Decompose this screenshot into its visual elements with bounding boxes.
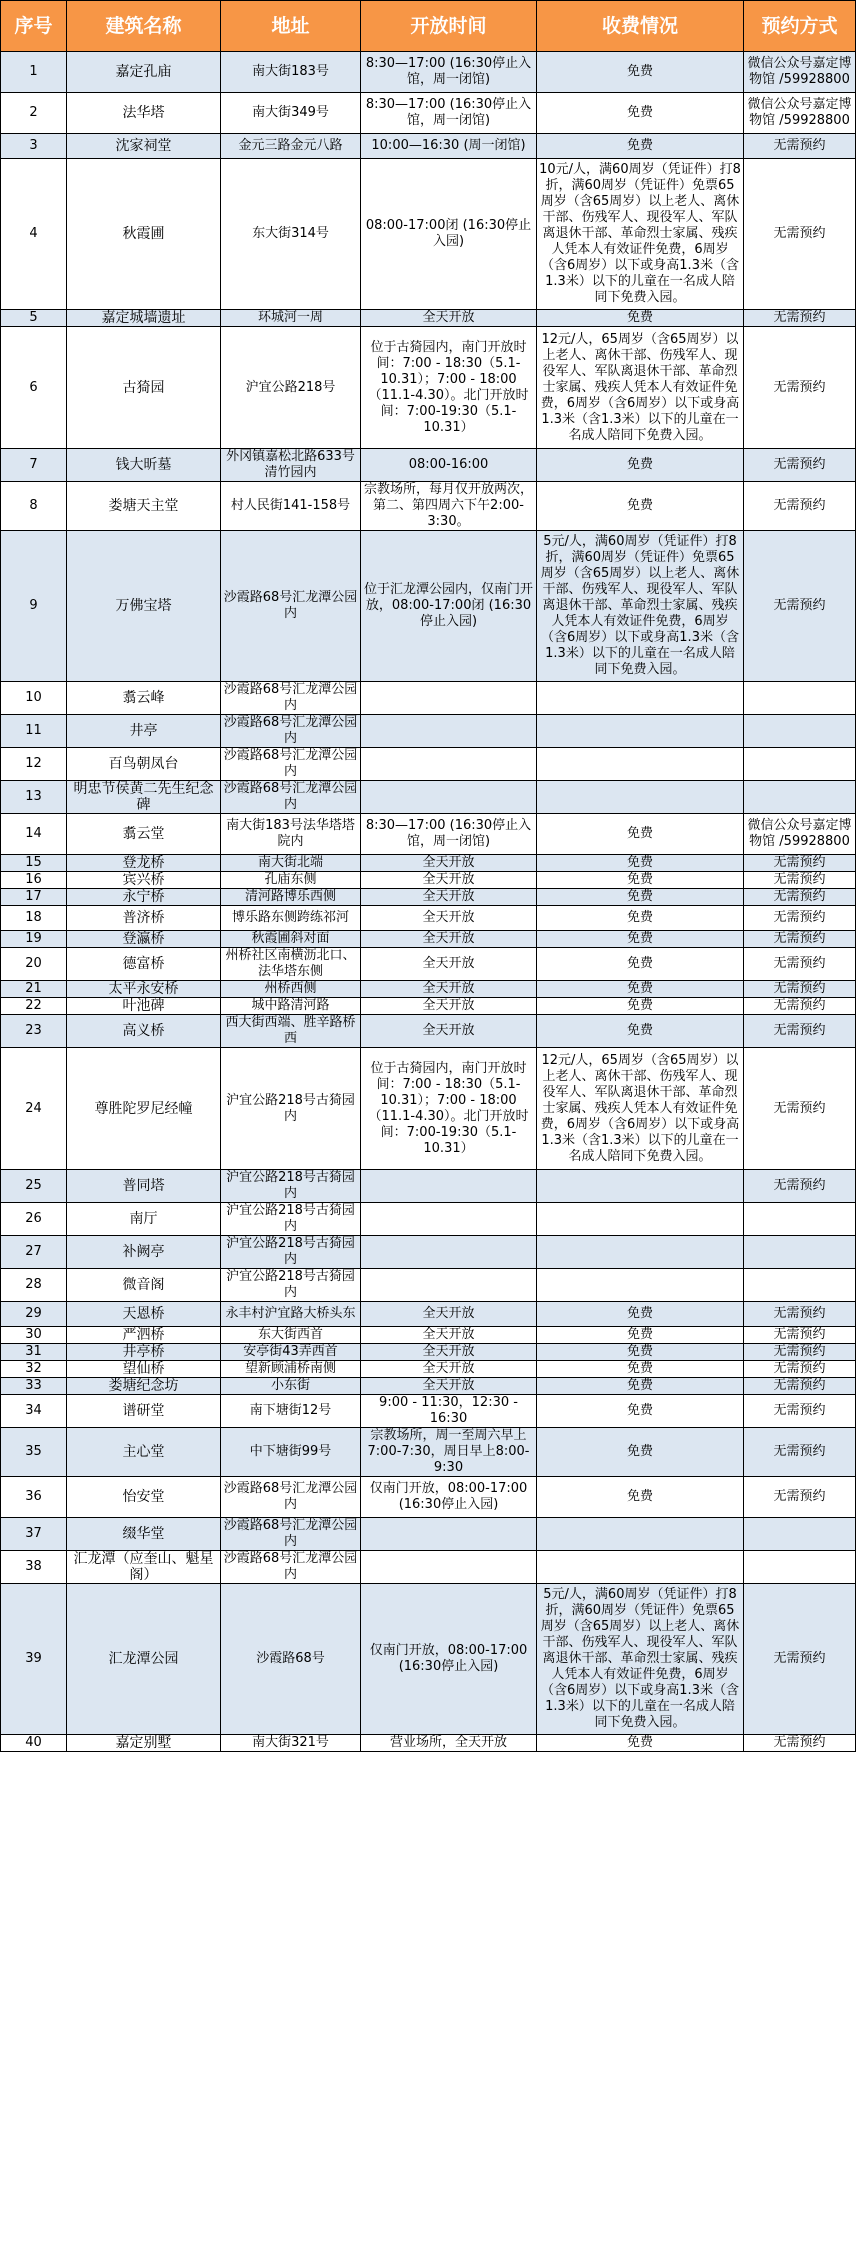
fee-info-cell: 免费 <box>537 1327 744 1344</box>
opening-hours-cell: 仅南门开放，08:00-17:00 (16:30停止入园) <box>361 1477 537 1518</box>
building-name-cell: 望仙桥 <box>67 1361 221 1378</box>
opening-hours-cell: 8:30—17:00 (16:30停止入馆，周一闭馆) <box>361 814 537 855</box>
fee-info-cell <box>537 1170 744 1203</box>
row-number-cell: 19 <box>1 931 67 948</box>
building-name-cell: 明忠节侯黄二先生纪念碑 <box>67 781 221 814</box>
table-row <box>1 931 856 948</box>
opening-hours-cell: 全天开放 <box>361 855 537 872</box>
row-number-cell: 26 <box>1 1203 67 1236</box>
address-cell: 博乐路东侧跨练祁河 <box>221 906 361 931</box>
header-cell-no: 序号 <box>1 1 67 52</box>
address-cell: 西大街西端、胜辛路桥西 <box>221 1015 361 1048</box>
fee-info-cell: 5元/人，满60周岁（凭证件）打8折，满60周岁（凭证件）免票65周岁（含65周岁）以上老人、离休干部、伤残军人、现役军人、军队离退休干部、革命烈士家属、残疾人凭本人有效证件免费，6周岁（含6周岁）以下或身高1.3米（含1.3米）以下的儿童在一名成人陪同下免费入园。 <box>537 531 744 682</box>
row-number-cell: 9 <box>1 531 67 682</box>
row-number-cell: 18 <box>1 906 67 931</box>
fee-info-cell: 免费 <box>537 948 744 981</box>
fee-info-cell: 10元/人，满60周岁（凭证件）打8折，满60周岁（凭证件）免票65周岁（含65周岁）以上老人、离休干部、伤残军人、现役军人、军队离退休干部、革命烈士家属、残疾人凭本人有效证件免费，6周岁（含6周岁）以下或身高1.3米（含1.3米）以下的儿童在一名成人陪同下免费入园。 <box>537 159 744 310</box>
table-row <box>1 1428 856 1477</box>
fee-info-cell: 免费 <box>537 1302 744 1327</box>
table-row <box>1 1361 856 1378</box>
opening-hours-cell: 8:30—17:00 (16:30停止入馆，周一闭馆) <box>361 52 537 93</box>
row-number-cell: 22 <box>1 998 67 1015</box>
address-cell: 沙霞路68号汇龙潭公园内 <box>221 531 361 682</box>
address-cell: 小东街 <box>221 1378 361 1395</box>
address-cell: 东大街314号 <box>221 159 361 310</box>
booking-method-cell: 无需预约 <box>744 906 856 931</box>
opening-hours-cell <box>361 1203 537 1236</box>
opening-hours-cell: 宗教场所，每月仅开放两次，第二、第四周六下午2:00-3:30。 <box>361 482 537 531</box>
building-name-cell: 高义桥 <box>67 1015 221 1048</box>
row-number-cell: 4 <box>1 159 67 310</box>
building-name-cell: 补阙亭 <box>67 1236 221 1269</box>
fee-info-cell <box>537 715 744 748</box>
opening-hours-cell: 08:00-16:00 <box>361 449 537 482</box>
fee-info-cell: 免费 <box>537 1428 744 1477</box>
booking-method-cell: 微信公众号嘉定博物馆 /59928800 <box>744 93 856 134</box>
fee-info-cell: 免费 <box>537 1378 744 1395</box>
building-name-cell: 德富桥 <box>67 948 221 981</box>
opening-hours-cell: 全天开放 <box>361 1361 537 1378</box>
opening-hours-cell <box>361 715 537 748</box>
booking-method-cell: 无需预约 <box>744 1584 856 1735</box>
fee-info-cell: 免费 <box>537 931 744 948</box>
table-row <box>1 1302 856 1327</box>
table-row <box>1 52 856 93</box>
address-cell: 南大街349号 <box>221 93 361 134</box>
building-name-cell: 主心堂 <box>67 1428 221 1477</box>
fee-info-cell: 免费 <box>537 1361 744 1378</box>
address-cell: 南大街183号法华塔塔院内 <box>221 814 361 855</box>
address-cell: 清河路博乐西侧 <box>221 889 361 906</box>
table-row <box>1 715 856 748</box>
row-number-cell: 35 <box>1 1428 67 1477</box>
fee-info-cell: 免费 <box>537 1015 744 1048</box>
opening-hours-cell <box>361 1170 537 1203</box>
building-name-cell: 娄塘天主堂 <box>67 482 221 531</box>
table-row <box>1 781 856 814</box>
building-name-cell: 太平永安桥 <box>67 981 221 998</box>
address-cell: 外冈镇嘉松北路633号清竹园内 <box>221 449 361 482</box>
table-row <box>1 1518 856 1551</box>
fee-info-cell: 免费 <box>537 1735 744 1752</box>
address-cell: 南大街321号 <box>221 1735 361 1752</box>
opening-hours-cell: 全天开放 <box>361 889 537 906</box>
fee-info-cell: 免费 <box>537 134 744 159</box>
header-row <box>1 1 856 52</box>
fee-info-cell: 12元/人，65周岁（含65周岁）以上老人、离休干部、伤残军人、现役军人、军队离退休干部、革命烈士家属、残疾人凭本人有效证件免费，6周岁（含6周岁）以下或身高1.3米（含1.3米）以下的儿童在一名成人陪同下免费入园。 <box>537 1048 744 1170</box>
opening-hours-cell <box>361 682 537 715</box>
opening-hours-cell: 全天开放 <box>361 1378 537 1395</box>
building-name-cell: 万佛宝塔 <box>67 531 221 682</box>
row-number-cell: 39 <box>1 1584 67 1735</box>
fee-info-cell: 免费 <box>537 981 744 998</box>
row-number-cell: 12 <box>1 748 67 781</box>
booking-method-cell: 无需预约 <box>744 1378 856 1395</box>
row-number-cell: 24 <box>1 1048 67 1170</box>
building-name-cell: 钱大昕墓 <box>67 449 221 482</box>
booking-method-cell: 无需预约 <box>744 327 856 449</box>
row-number-cell: 38 <box>1 1551 67 1584</box>
fee-info-cell <box>537 1203 744 1236</box>
address-cell: 金元三路金元八路 <box>221 134 361 159</box>
fee-info-cell: 免费 <box>537 310 744 327</box>
booking-method-cell <box>744 1518 856 1551</box>
booking-method-cell: 无需预约 <box>744 134 856 159</box>
fee-info-cell <box>537 781 744 814</box>
opening-hours-cell: 宗教场所，周一至周六早上7:00-7:30，周日早上8:00-9:30 <box>361 1428 537 1477</box>
address-cell: 州桥社区南横沥北口、法华塔东侧 <box>221 948 361 981</box>
table-row <box>1 1269 856 1302</box>
building-name-cell: 普济桥 <box>67 906 221 931</box>
fee-info-cell: 免费 <box>537 855 744 872</box>
table-row <box>1 998 856 1015</box>
fee-info-cell: 免费 <box>537 93 744 134</box>
row-number-cell: 10 <box>1 682 67 715</box>
building-name-cell: 嘉定孔庙 <box>67 52 221 93</box>
building-name-cell: 登龙桥 <box>67 855 221 872</box>
fee-info-cell: 免费 <box>537 1395 744 1428</box>
fee-info-cell: 5元/人，满60周岁（凭证件）打8折，满60周岁（凭证件）免票65周岁（含65周岁）以上老人、离休干部、伤残军人、现役军人、军队离退休干部、革命烈士家属、残疾人凭本人有效证件免费，6周岁（含6周岁）以下或身高1.3米（含1.3米）以下的儿童在一名成人陪同下免费入园。 <box>537 1584 744 1735</box>
table-row <box>1 682 856 715</box>
opening-hours-cell: 位于古猗园内，南门开放时间：7:00 - 18:30（5.1-10.31）；7:00 - 18:00 （11.1-4.30）。北门开放时间：7:00-19:30（5.1-10.31） <box>361 327 537 449</box>
header-cell-booking: 预约方式 <box>744 1 856 52</box>
opening-hours-cell: 8:30—17:00 (16:30停止入馆，周一闭馆) <box>361 93 537 134</box>
booking-method-cell: 微信公众号嘉定博物馆 /59928800 <box>744 52 856 93</box>
booking-method-cell: 无需预约 <box>744 449 856 482</box>
row-number-cell: 23 <box>1 1015 67 1048</box>
booking-method-cell <box>744 1236 856 1269</box>
booking-method-cell <box>744 715 856 748</box>
table-row <box>1 327 856 449</box>
building-name-cell: 秋霞圃 <box>67 159 221 310</box>
row-number-cell: 16 <box>1 872 67 889</box>
fee-info-cell: 免费 <box>537 998 744 1015</box>
row-number-cell: 13 <box>1 781 67 814</box>
table-row <box>1 855 856 872</box>
building-name-cell: 嘉定城墙遗址 <box>67 310 221 327</box>
row-number-cell: 3 <box>1 134 67 159</box>
address-cell: 沙霞路68号汇龙潭公园内 <box>221 1518 361 1551</box>
row-number-cell: 20 <box>1 948 67 981</box>
row-number-cell: 11 <box>1 715 67 748</box>
table-row <box>1 1203 856 1236</box>
booking-method-cell: 微信公众号嘉定博物馆 /59928800 <box>744 814 856 855</box>
table-row <box>1 1015 856 1048</box>
booking-method-cell: 无需预约 <box>744 1048 856 1170</box>
address-cell: 沙霞路68号 <box>221 1584 361 1735</box>
row-number-cell: 29 <box>1 1302 67 1327</box>
opening-hours-cell: 全天开放 <box>361 1327 537 1344</box>
row-number-cell: 2 <box>1 93 67 134</box>
row-number-cell: 34 <box>1 1395 67 1428</box>
address-cell: 永丰村沪宜路大桥头东 <box>221 1302 361 1327</box>
opening-hours-cell: 全天开放 <box>361 872 537 889</box>
booking-method-cell: 无需预约 <box>744 931 856 948</box>
booking-method-cell: 无需预约 <box>744 872 856 889</box>
opening-hours-cell: 全天开放 <box>361 1015 537 1048</box>
row-number-cell: 25 <box>1 1170 67 1203</box>
opening-hours-cell <box>361 1236 537 1269</box>
booking-method-cell: 无需预约 <box>744 1361 856 1378</box>
row-number-cell: 7 <box>1 449 67 482</box>
opening-hours-cell: 全天开放 <box>361 998 537 1015</box>
booking-method-cell <box>744 748 856 781</box>
booking-method-cell: 无需预约 <box>744 531 856 682</box>
table-row <box>1 1236 856 1269</box>
address-cell: 沙霞路68号汇龙潭公园内 <box>221 682 361 715</box>
building-name-cell: 南厅 <box>67 1203 221 1236</box>
opening-hours-cell: 全天开放 <box>361 948 537 981</box>
row-number-cell: 8 <box>1 482 67 531</box>
building-name-cell: 微音阁 <box>67 1269 221 1302</box>
address-cell: 城中路清河路 <box>221 998 361 1015</box>
address-cell: 沪宜公路218号古猗园内 <box>221 1203 361 1236</box>
address-cell: 沪宜公路218号古猗园内 <box>221 1236 361 1269</box>
address-cell: 州桥西侧 <box>221 981 361 998</box>
opening-hours-cell: 全天开放 <box>361 906 537 931</box>
row-number-cell: 33 <box>1 1378 67 1395</box>
address-cell: 安亭街43弄西首 <box>221 1344 361 1361</box>
building-name-cell: 谱研堂 <box>67 1395 221 1428</box>
table-row <box>1 906 856 931</box>
building-name-cell: 天恩桥 <box>67 1302 221 1327</box>
building-name-cell: 怡安堂 <box>67 1477 221 1518</box>
booking-method-cell: 无需预约 <box>744 310 856 327</box>
table-row <box>1 1477 856 1518</box>
opening-hours-cell: 全天开放 <box>361 931 537 948</box>
opening-hours-cell <box>361 1269 537 1302</box>
address-cell: 东大街西首 <box>221 1327 361 1344</box>
opening-hours-cell: 全天开放 <box>361 310 537 327</box>
fee-info-cell: 免费 <box>537 482 744 531</box>
row-number-cell: 5 <box>1 310 67 327</box>
booking-method-cell: 无需预约 <box>744 1015 856 1048</box>
building-name-cell: 普同塔 <box>67 1170 221 1203</box>
booking-method-cell <box>744 1551 856 1584</box>
fee-info-cell <box>537 1518 744 1551</box>
building-name-cell: 缀华堂 <box>67 1518 221 1551</box>
booking-method-cell: 无需预约 <box>744 1735 856 1752</box>
opening-hours-cell <box>361 781 537 814</box>
address-cell: 中下塘街99号 <box>221 1428 361 1477</box>
table-row <box>1 889 856 906</box>
row-number-cell: 36 <box>1 1477 67 1518</box>
table-row <box>1 1048 856 1170</box>
opening-hours-cell: 位于汇龙潭公园内，仅南门开放，08:00-17:00闭 (16:30停止入园) <box>361 531 537 682</box>
building-name-cell: 登瀛桥 <box>67 931 221 948</box>
address-cell: 南下塘街12号 <box>221 1395 361 1428</box>
fee-info-cell <box>537 1269 744 1302</box>
building-name-cell: 古猗园 <box>67 327 221 449</box>
fee-info-cell <box>537 748 744 781</box>
row-number-cell: 21 <box>1 981 67 998</box>
building-name-cell: 宾兴桥 <box>67 872 221 889</box>
fee-info-cell: 12元/人，65周岁（含65周岁）以上老人、离休干部、伤残军人、现役军人、军队离退休干部、革命烈士家属、残疾人凭本人有效证件免费，6周岁（含6周岁）以下或身高1.3米（含1.3米）以下的儿童在一名成人陪同下免费入园。 <box>537 327 744 449</box>
address-cell: 环城河一周 <box>221 310 361 327</box>
table-row <box>1 748 856 781</box>
table-row <box>1 1327 856 1344</box>
fee-info-cell: 免费 <box>537 52 744 93</box>
building-name-cell: 翥云峰 <box>67 682 221 715</box>
booking-method-cell <box>744 682 856 715</box>
header-cell-fee: 收费情况 <box>537 1 744 52</box>
row-number-cell: 40 <box>1 1735 67 1752</box>
fee-info-cell: 免费 <box>537 814 744 855</box>
table-row <box>1 482 856 531</box>
address-cell: 村人民街141-158号 <box>221 482 361 531</box>
table-row <box>1 1551 856 1584</box>
building-name-cell: 永宁桥 <box>67 889 221 906</box>
table-row <box>1 1395 856 1428</box>
table-row <box>1 93 856 134</box>
booking-method-cell: 无需预约 <box>744 1170 856 1203</box>
address-cell: 沙霞路68号汇龙潭公园内 <box>221 1477 361 1518</box>
address-cell: 秋霞圃斜对面 <box>221 931 361 948</box>
row-number-cell: 27 <box>1 1236 67 1269</box>
table-row <box>1 1378 856 1395</box>
fee-info-cell: 免费 <box>537 906 744 931</box>
table-row <box>1 1344 856 1361</box>
building-name-cell: 汇龙潭（应奎山、魁星阁） <box>67 1551 221 1584</box>
address-cell: 望新顾浦桥南侧 <box>221 1361 361 1378</box>
address-cell: 南大街北端 <box>221 855 361 872</box>
fee-info-cell: 免费 <box>537 1477 744 1518</box>
table-row <box>1 449 856 482</box>
address-cell: 沪宜公路218号 <box>221 327 361 449</box>
building-name-cell: 严泗桥 <box>67 1327 221 1344</box>
opening-hours-cell <box>361 1551 537 1584</box>
row-number-cell: 31 <box>1 1344 67 1361</box>
booking-method-cell: 无需预约 <box>744 1428 856 1477</box>
table-row <box>1 872 856 889</box>
building-name-cell: 百鸟朝凤台 <box>67 748 221 781</box>
table-row <box>1 814 856 855</box>
row-number-cell: 30 <box>1 1327 67 1344</box>
fee-info-cell: 免费 <box>537 1344 744 1361</box>
building-name-cell: 翥云堂 <box>67 814 221 855</box>
booking-method-cell: 无需预约 <box>744 1477 856 1518</box>
fee-info-cell: 免费 <box>537 872 744 889</box>
building-name-cell: 汇龙潭公园 <box>67 1584 221 1735</box>
address-cell: 沪宜公路218号古猗园内 <box>221 1048 361 1170</box>
address-cell: 沙霞路68号汇龙潭公园内 <box>221 715 361 748</box>
booking-method-cell: 无需预约 <box>744 1302 856 1327</box>
opening-hours-cell: 仅南门开放，08:00-17:00 (16:30停止入园) <box>361 1584 537 1735</box>
opening-hours-cell: 全天开放 <box>361 981 537 998</box>
row-number-cell: 17 <box>1 889 67 906</box>
row-number-cell: 1 <box>1 52 67 93</box>
table-row <box>1 1735 856 1752</box>
row-number-cell: 14 <box>1 814 67 855</box>
header-cell-address: 地址 <box>221 1 361 52</box>
table-row <box>1 1170 856 1203</box>
fee-info-cell <box>537 682 744 715</box>
header-cell-hours: 开放时间 <box>361 1 537 52</box>
booking-method-cell: 无需预约 <box>744 889 856 906</box>
booking-method-cell: 无需预约 <box>744 981 856 998</box>
address-cell: 沪宜公路218号古猗园内 <box>221 1170 361 1203</box>
building-name-cell: 沈家祠堂 <box>67 134 221 159</box>
booking-method-cell <box>744 1203 856 1236</box>
opening-hours-cell: 营业场所，全天开放 <box>361 1735 537 1752</box>
opening-hours-cell: 全天开放 <box>361 1344 537 1361</box>
building-name-cell: 井亭 <box>67 715 221 748</box>
building-name-cell: 法华塔 <box>67 93 221 134</box>
booking-method-cell: 无需预约 <box>744 948 856 981</box>
header-cell-name: 建筑名称 <box>67 1 221 52</box>
booking-method-cell: 无需预约 <box>744 998 856 1015</box>
row-number-cell: 37 <box>1 1518 67 1551</box>
fee-info-cell: 免费 <box>537 449 744 482</box>
address-cell: 沙霞路68号汇龙潭公园内 <box>221 748 361 781</box>
building-name-cell: 嘉定别墅 <box>67 1735 221 1752</box>
address-cell: 孔庙东侧 <box>221 872 361 889</box>
row-number-cell: 15 <box>1 855 67 872</box>
table-row <box>1 981 856 998</box>
booking-method-cell <box>744 781 856 814</box>
opening-hours-cell <box>361 748 537 781</box>
opening-hours-cell: 位于古猗园内，南门开放时间：7:00 - 18:30（5.1-10.31）；7:00 - 18:00 （11.1-4.30）。北门开放时间：7:00-19:30（5.1-10.31） <box>361 1048 537 1170</box>
booking-method-cell: 无需预约 <box>744 1327 856 1344</box>
table-body <box>1 52 856 1752</box>
address-cell: 南大街183号 <box>221 52 361 93</box>
opening-hours-cell <box>361 1518 537 1551</box>
building-name-cell: 娄塘纪念坊 <box>67 1378 221 1395</box>
table-row <box>1 159 856 310</box>
booking-method-cell: 无需预约 <box>744 1395 856 1428</box>
booking-method-cell: 无需预约 <box>744 159 856 310</box>
row-number-cell: 6 <box>1 327 67 449</box>
booking-method-cell: 无需预约 <box>744 482 856 531</box>
booking-method-cell: 无需预约 <box>744 855 856 872</box>
building-name-cell: 井亭桥 <box>67 1344 221 1361</box>
booking-method-cell: 无需预约 <box>744 1344 856 1361</box>
booking-method-cell <box>744 1269 856 1302</box>
address-cell: 沙霞路68号汇龙潭公园内 <box>221 781 361 814</box>
table-row <box>1 531 856 682</box>
table-row <box>1 134 856 159</box>
table-row <box>1 310 856 327</box>
table-row <box>1 948 856 981</box>
building-name-cell: 叶池碑 <box>67 998 221 1015</box>
opening-hours-cell: 10:00—16:30 (周一闭馆) <box>361 134 537 159</box>
row-number-cell: 28 <box>1 1269 67 1302</box>
opening-hours-cell: 08:00-17:00闭 (16:30停止入园) <box>361 159 537 310</box>
fee-info-cell: 免费 <box>537 889 744 906</box>
table-row <box>1 1584 856 1735</box>
fee-info-cell <box>537 1551 744 1584</box>
opening-hours-cell: 全天开放 <box>361 1302 537 1327</box>
address-cell: 沙霞路68号汇龙潭公园内 <box>221 1551 361 1584</box>
address-cell: 沪宜公路218号古猗园内 <box>221 1269 361 1302</box>
building-name-cell: 尊胜陀罗尼经幢 <box>67 1048 221 1170</box>
opening-hours-cell: 9:00 - 11:30，12:30 - 16:30 <box>361 1395 537 1428</box>
row-number-cell: 32 <box>1 1361 67 1378</box>
fee-info-cell <box>537 1236 744 1269</box>
